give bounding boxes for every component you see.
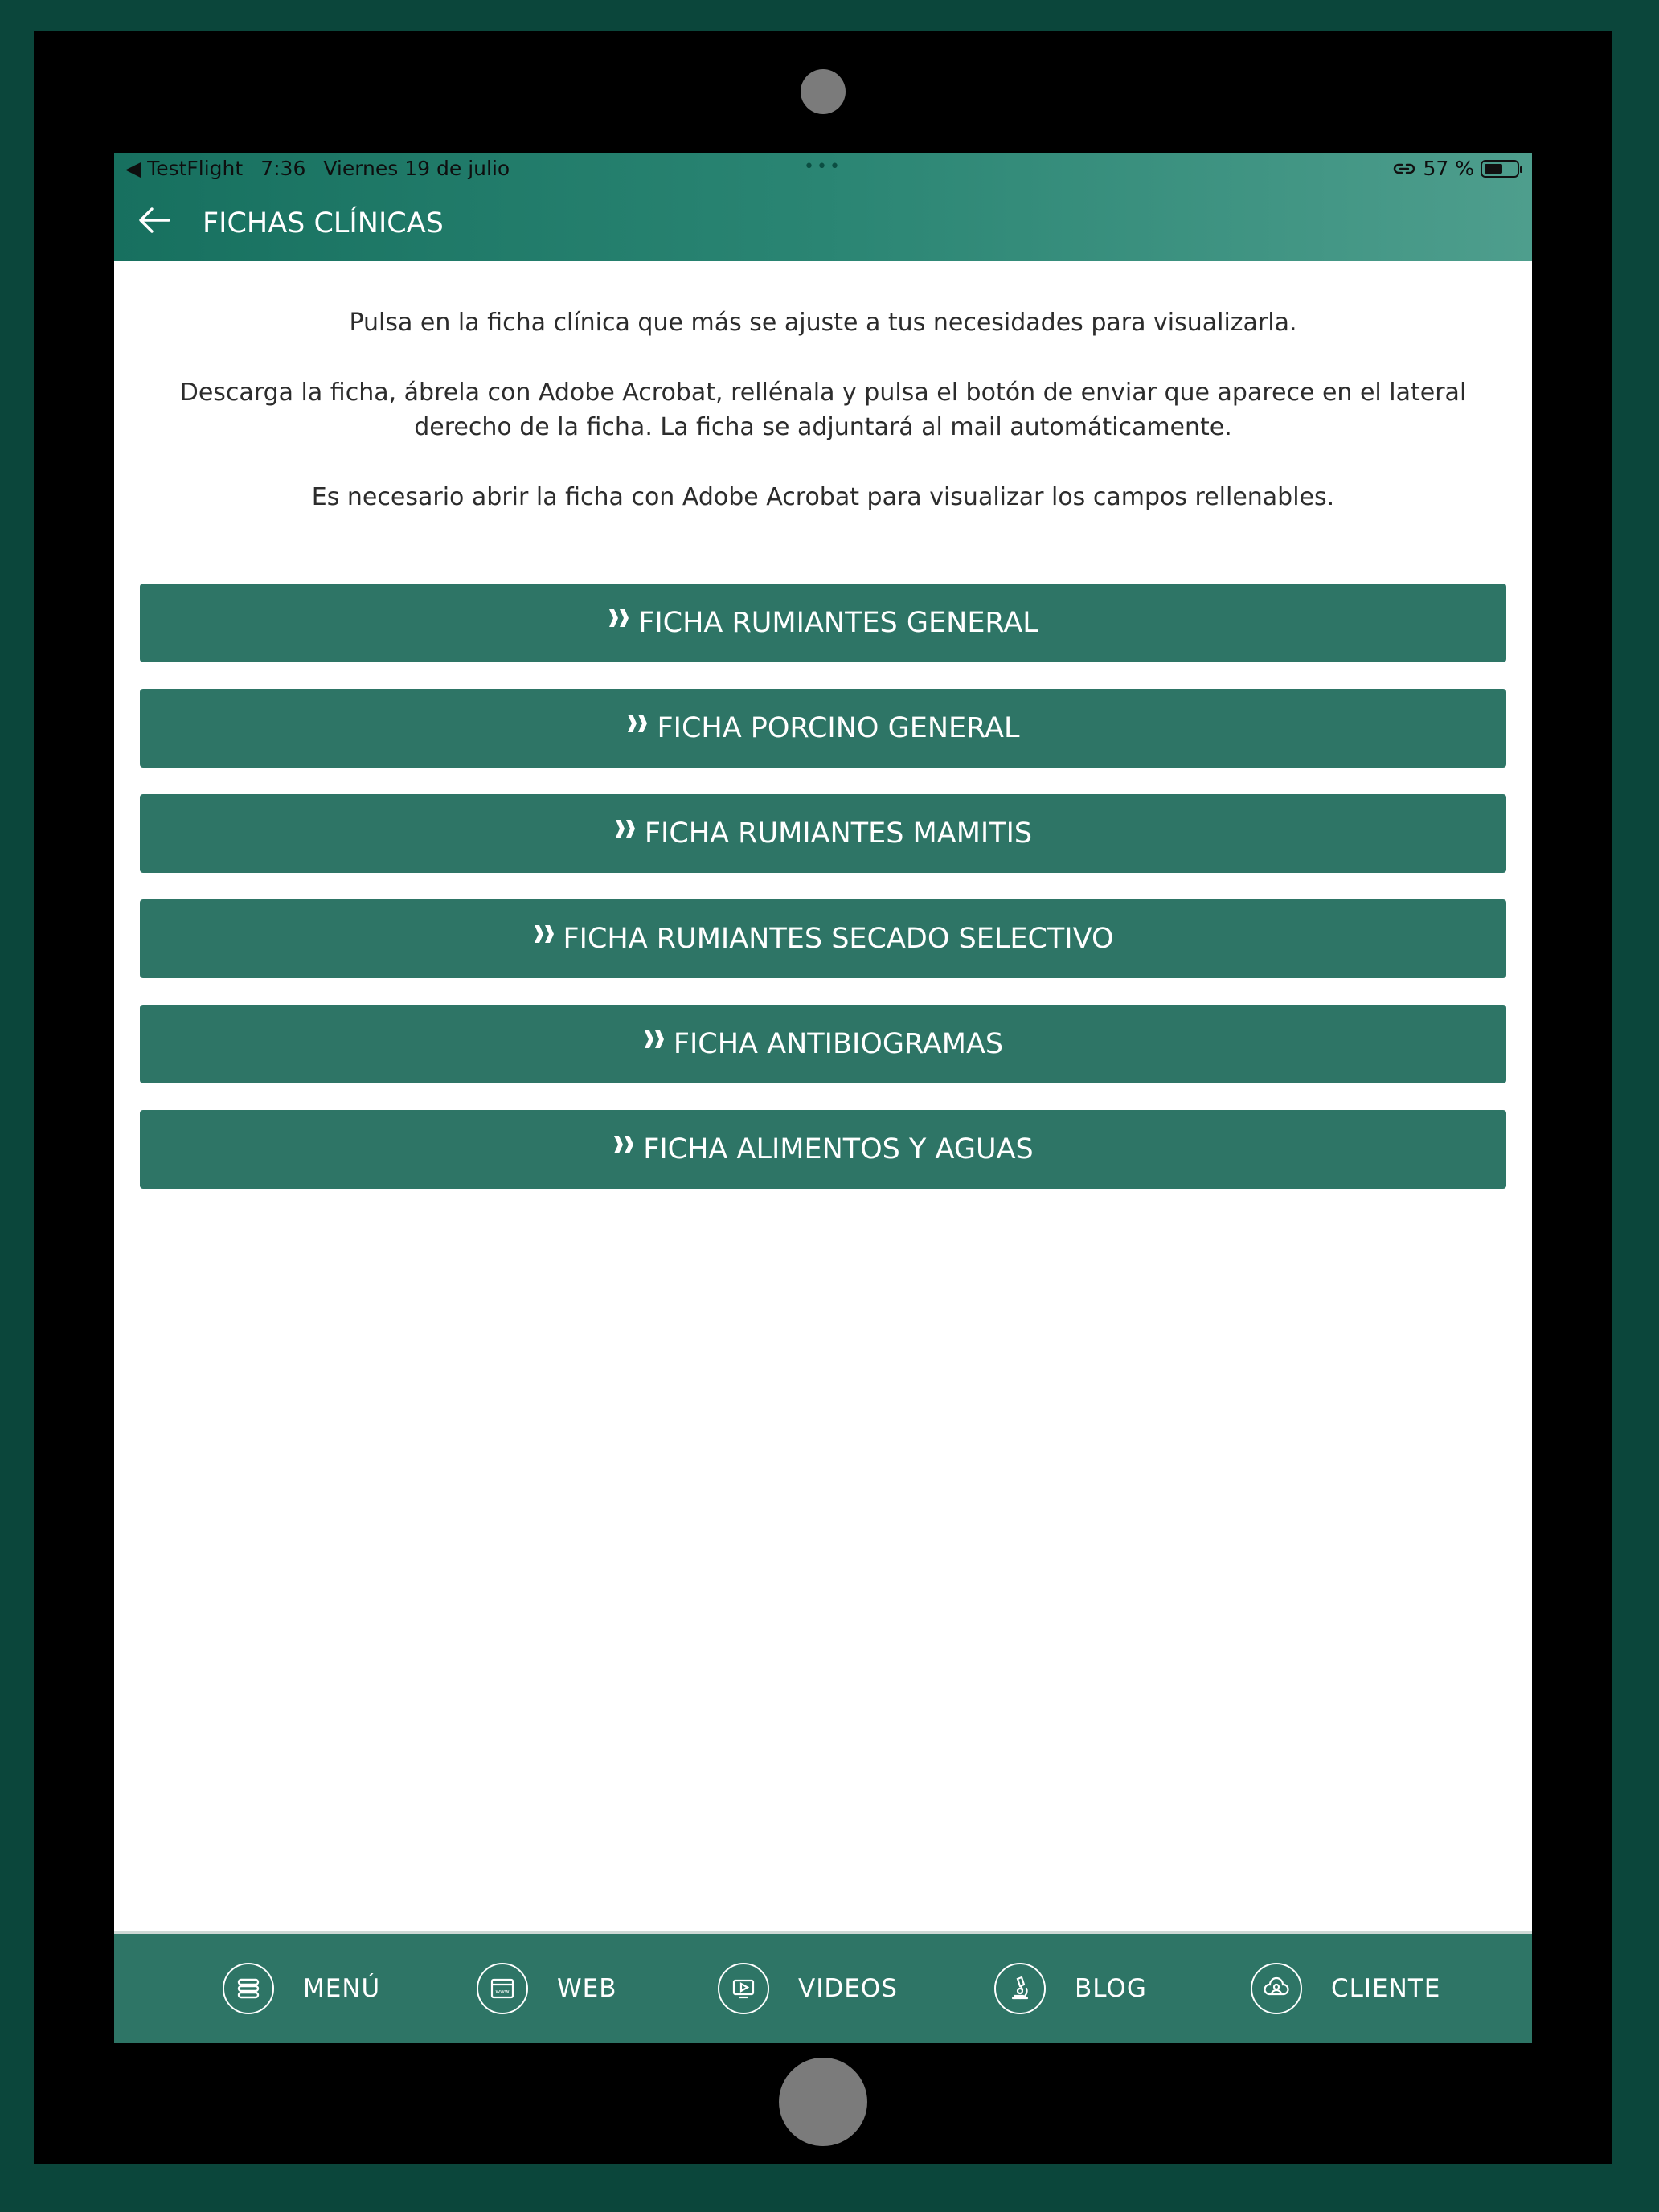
status-date: Viernes 19 de julio [323,157,510,180]
battery-icon [1481,160,1519,178]
nav-label: BLOG [1075,1974,1147,2003]
double-chevron-icon [533,898,557,977]
nav-item-blog[interactable] [994,1934,1147,2043]
web-icon [477,1963,528,2014]
bottom-navigation [114,1934,1532,2043]
double-chevron-icon [626,687,650,766]
ficha-antibiogramas-button[interactable] [140,1005,1506,1083]
ficha-label: FICHA RUMIANTES MAMITIS [644,817,1033,850]
svg-text:www: www [495,1989,510,1995]
battery-fill [1485,164,1502,174]
double-chevron-icon [643,1003,667,1082]
menu-icon [223,1963,274,2014]
multitasking-dots[interactable]: ••• [804,157,842,177]
front-camera [801,69,846,114]
ficha-rumiantes-secado-selectivo-button[interactable] [140,899,1506,978]
nav-item-cliente[interactable] [1251,1934,1440,2043]
instructions [162,305,1484,514]
ficha-rumiantes-mamitis-button[interactable] [140,794,1506,873]
ficha-rumiantes-general-button[interactable] [140,584,1506,662]
instruction-line-2: Descarga la ficha, ábrela con Adobe Acrobat, rellénala y pulsa el botón de enviar que aparece en el lateral derecho de la ficha. La ficha se adjuntará al mail automáticamente. [179,379,1467,441]
ficha-label: FICHA PORCINO GENERAL [657,712,1020,744]
back-to-testflight-link[interactable]: ◀ TestFlight [125,157,244,180]
video-icon [718,1963,769,2014]
nav-item-menu[interactable] [223,1934,380,2043]
nav-label: VIDEOS [798,1974,898,2003]
page-title: FICHAS CLÍNICAS [203,207,444,240]
ficha-label: FICHA ANTIBIOGRAMAS [673,1028,1004,1060]
ficha-porcino-general-button[interactable] [140,689,1506,768]
home-button[interactable] [779,2058,867,2146]
microscope-icon [994,1963,1046,2014]
ficha-label: FICHA RUMIANTES SECADO SELECTIVO [563,923,1114,955]
double-chevron-icon [612,1108,637,1187]
back-button[interactable] [132,199,177,244]
status-time: 7:36 [260,157,306,180]
instruction-line-1: Pulsa en la ficha clínica que más se ajuste a tus necesidades para visualizarla. [349,309,1297,337]
link-icon [1392,160,1416,178]
status-bar-right [1392,154,1519,183]
nav-label: WEB [557,1974,617,2003]
arrow-left-icon [137,206,172,238]
nav-item-web[interactable] [477,1934,617,2043]
ficha-label: FICHA ALIMENTOS Y AGUAS [643,1133,1034,1165]
app-header [114,153,1532,261]
double-chevron-icon [608,582,632,661]
nav-label: CLIENTE [1331,1974,1441,2003]
battery-percent: 57 % [1423,157,1474,180]
ficha-alimentos-y-aguas-button[interactable] [140,1110,1506,1189]
instruction-line-3: Es necesario abrir la ficha con Adobe Acrobat para visualizar los campos rellenables. [311,483,1335,511]
double-chevron-icon [614,793,638,871]
ficha-label: FICHA RUMIANTES GENERAL [638,607,1038,639]
user-cloud-icon [1251,1963,1302,2014]
nav-label: MENÚ [303,1974,381,2003]
app-screen [114,153,1532,2043]
nav-item-videos[interactable] [718,1934,898,2043]
